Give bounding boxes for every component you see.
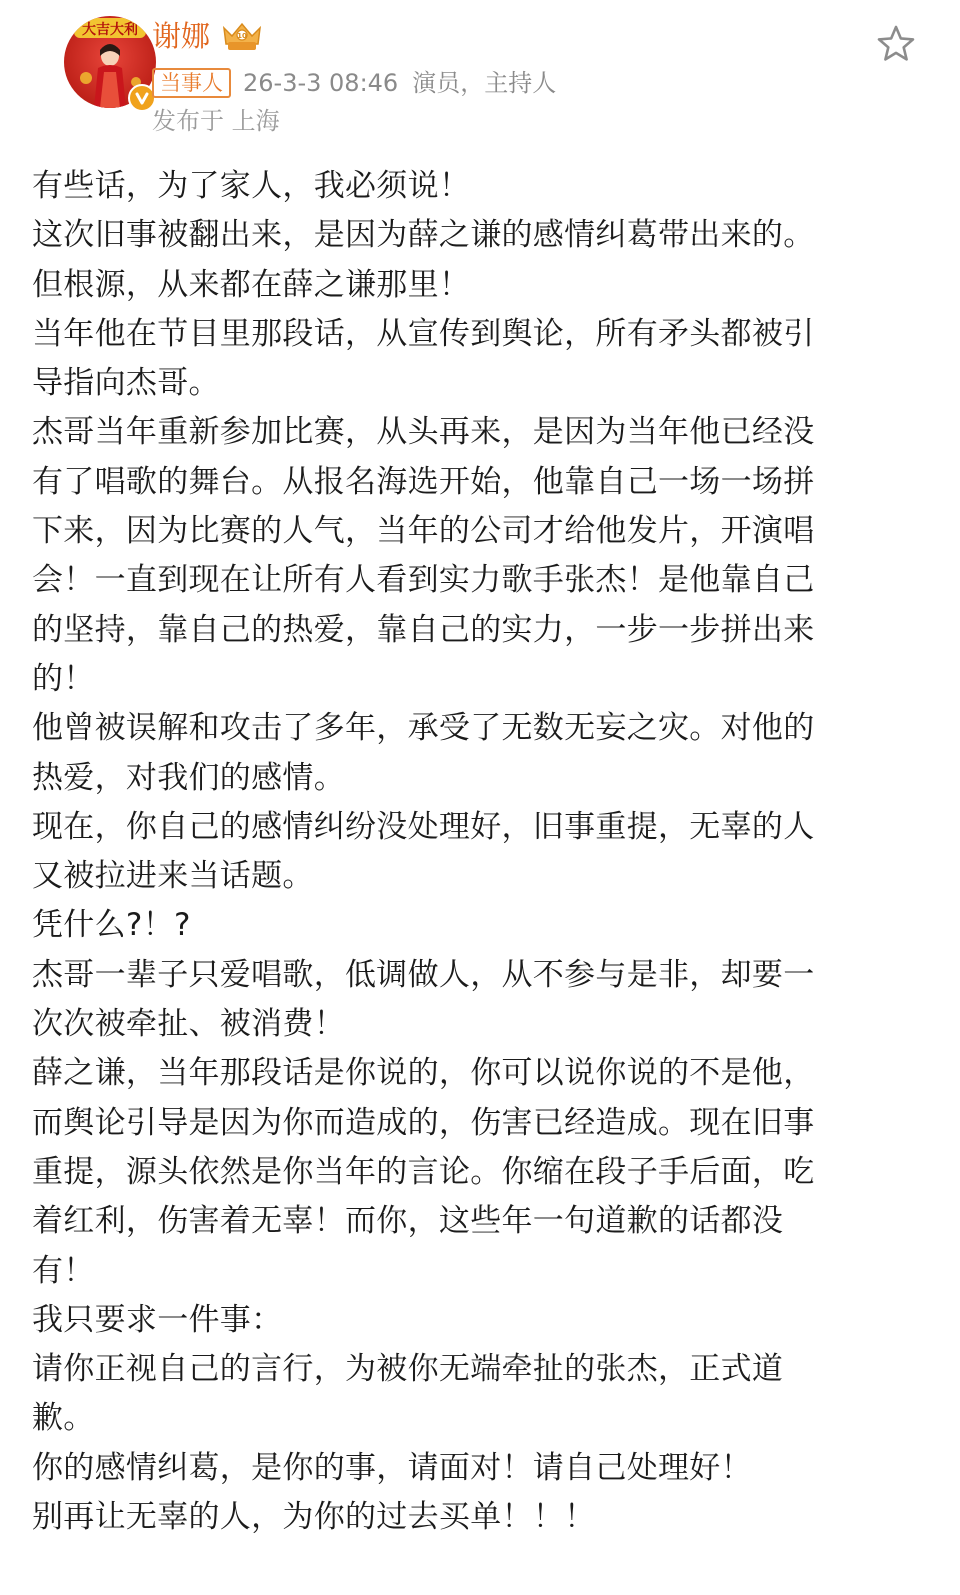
post-text-line: 杰哥一辈子只爱唱歌，低调做人，从不参与是非，却要一 bbox=[32, 956, 815, 993]
username[interactable]: 谢娜 bbox=[152, 19, 211, 53]
post-text-line: 的坚持，靠自己的热爱，靠自己的实力，一步一步拼出来 bbox=[32, 611, 815, 648]
post-text-line: 有！ bbox=[32, 1252, 95, 1289]
post-text-line: 别再让无辜的人，为你的过去买单！！！ bbox=[32, 1499, 596, 1536]
party-badge: 当事人 bbox=[152, 68, 231, 98]
favorite-star-button[interactable] bbox=[874, 22, 918, 66]
post-timestamp: 26-3-3 08:46 bbox=[243, 69, 399, 97]
post-text-line: 你的感情纠葛，是你的事，请面对！请自己处理好！ bbox=[32, 1449, 752, 1486]
post-text-line: 次次被牵扯、被消费！ bbox=[32, 1006, 345, 1043]
post-text-line: 当年他在节目里那段话，从宣传到舆论，所有矛头都被引 bbox=[32, 315, 815, 352]
post-text-line: 重提，源头依然是你当年的言论。你缩在段子手后面，吃 bbox=[32, 1153, 815, 1190]
post-text-line: 凭什么?！? bbox=[32, 907, 191, 944]
avatar-container[interactable] bbox=[32, 8, 138, 104]
post-header bbox=[0, 0, 960, 150]
post-text-line: 热爱，对我们的感情。 bbox=[32, 759, 345, 796]
post-text-line: 而舆论引导是因为你而造成的，伤害已经造成。现在旧事 bbox=[32, 1104, 815, 1141]
svg-text:10: 10 bbox=[237, 32, 247, 40]
avatar-caption: 大吉大利 bbox=[82, 22, 138, 38]
post-text-line: 杰哥当年重新参加比赛，从头再来，是因为当年他已经没 bbox=[32, 414, 815, 451]
post-body bbox=[32, 162, 892, 1542]
post-text-line: 着红利，伤害着无辜！而你，这些年一句道歉的话都没 bbox=[32, 1203, 784, 1240]
post-text-line: 他曾被误解和攻击了多年，承受了无数无妄之灾。对他的 bbox=[32, 710, 815, 747]
post-meta bbox=[152, 66, 556, 100]
vip-crown-icon[interactable] bbox=[220, 18, 264, 54]
post-text-line: 歉。 bbox=[32, 1400, 95, 1437]
author-role: 演员，主持人 bbox=[412, 69, 557, 97]
post-text-line: 现在，你自己的感情纠纷没处理好，旧事重提，无辜的人 bbox=[32, 808, 815, 845]
post-text-line: 下来，因为比赛的人气，当年的公司才给他发片，开演唱 bbox=[32, 513, 815, 550]
post-text-line: 薛之谦，当年那段话是你说的，你可以说你说的不是他， bbox=[32, 1055, 815, 1092]
post-text-line: 有了唱歌的舞台。从报名海选开始，他靠自己一场一场拼 bbox=[32, 463, 815, 500]
post-text-line: 又被拉进来当话题。 bbox=[32, 858, 314, 895]
post-text-line: 导指向杰哥。 bbox=[32, 365, 220, 402]
post-text-line: 请你正视自己的言行，为被你无端牵扯的张杰，正式道 bbox=[32, 1351, 784, 1388]
post-location: 发布于 上海 bbox=[152, 107, 280, 135]
post-text-line: 会！一直到现在让所有人看到实力歌手张杰！是他靠自己 bbox=[32, 562, 815, 599]
post-text-line: 的！ bbox=[32, 660, 95, 697]
post-text-line: 但根源，从来都在薛之谦那里！ bbox=[32, 266, 471, 303]
post-text-line: 我只要求一件事： bbox=[32, 1301, 283, 1338]
post-text-line: 这次旧事被翻出来，是因为薛之谦的感情纠葛带出来的。 bbox=[32, 217, 815, 254]
post-text-line: 有些话，为了家人，我必须说！ bbox=[32, 168, 471, 204]
star-outline-icon bbox=[874, 22, 918, 66]
